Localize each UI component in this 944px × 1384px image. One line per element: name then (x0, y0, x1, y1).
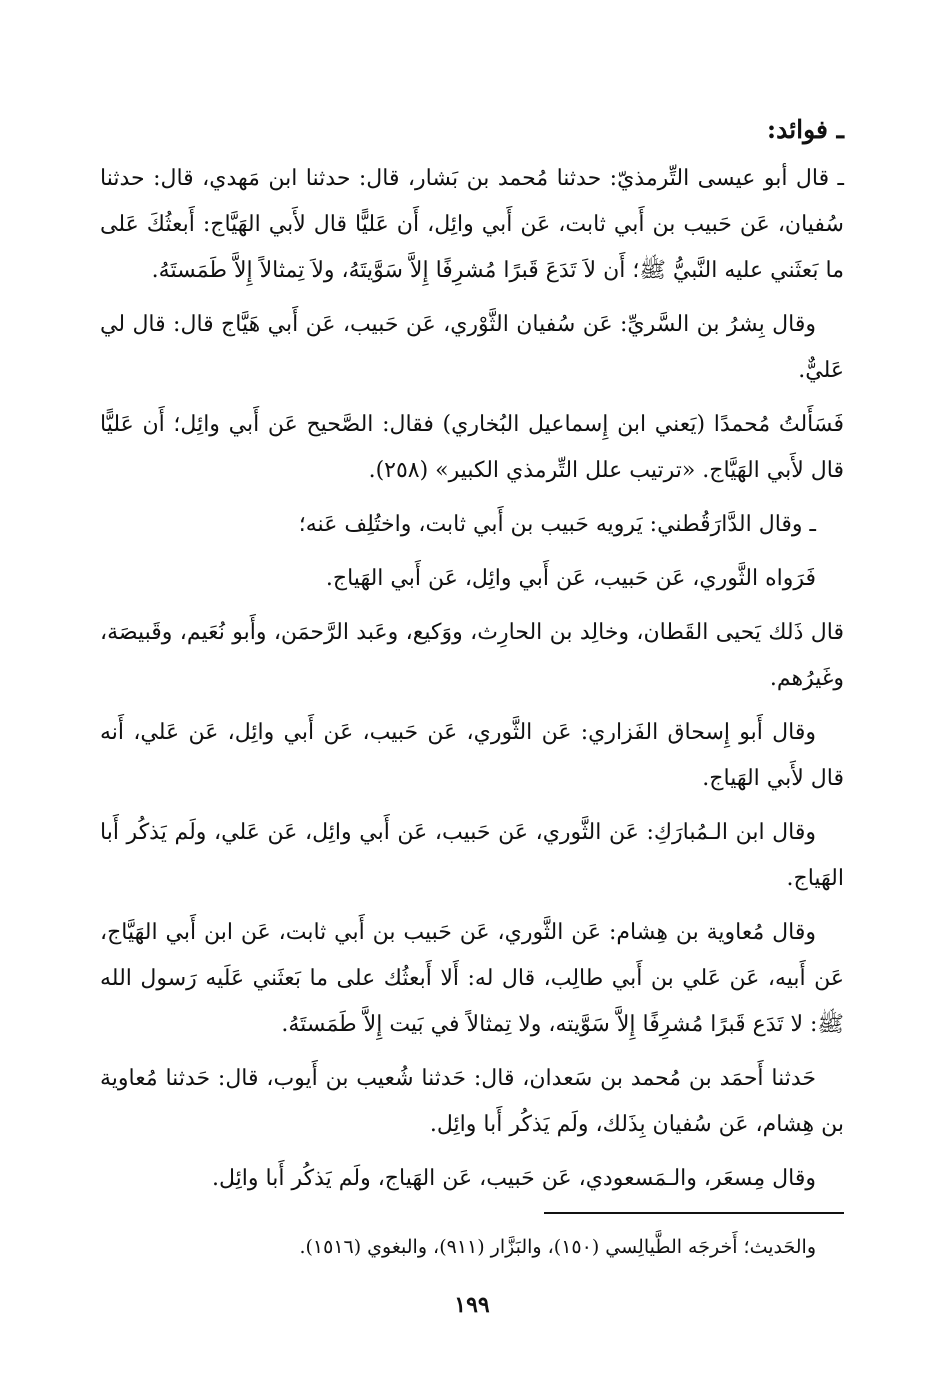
paragraph-10: حَدثنا أَحمَد بن مُحمد بن سَعدان، قال: حَدثنا شُعيب بن أَيوب، قال: حَدثنا مُعاوية بن هِشام، عَن سُفيان بِذَلك، ولَم يَذكُر أَبا وائِل. (100, 1066, 844, 1137)
footnote: والحَديث؛ أَخرجَه الطَّيالِسي (١٥٠)، والبَزَّار (٩١١)، والبغوي (١٥١٦). (299, 1236, 816, 1258)
paragraph-1: ـ قال أبو عيسى التِّرمذيّ: حدثنا مُحمد بن بَشار، قال: حدثنا ابن مَهدي، قال: حدثنا سُفيان، عَن حَبيب بن أَبي ثابت، عَن أَبي وائِل، أَن عَليًّا قال لأَبي الهَيَّاج: أَبعثُكَ عَلى ما بَعثَني عليه النَّبيُّ ﷺ؛ أَن لاَ تَدَعَ قَبرًا مُشرِفًا إِلاَّ سَوَّيتَهُ، ولاَ تِمثالاً إِلاَّ طَمَستَهُ. (100, 166, 844, 283)
paragraph-2: وقال بِشرُ بن السَّريِّ: عَن سُفيان الثَّوْري، عَن حَبيب، عَن أَبي هَيَّاج قال: قال لي عَليٌّ. (100, 312, 844, 383)
page-body (100, 110, 844, 1210)
paragraph-6: قال ذَلك يَحيى القَطان، وخالِد بن الحارِث، ووَكيع، وعَبد الرَّحمَن، وأَبو نُعَيم، وقَبيصَة، وغَيرُهم. (100, 620, 844, 691)
footnote-divider (544, 1212, 844, 1214)
paragraph-7: وقال أَبو إِسحاق الفَزاري: عَن الثَّوري، عَن حَبيب، عَن أَبي وائِل، عَن عَلي، أَنه قال لأَبي الهَياج. (100, 720, 844, 791)
paragraph-8: وقال ابن الـمُبارَكِ: عَن الثَّوري، عَن حَبيب، عَن أَبي وائِل، عَن عَلي، ولَم يَذكُر أَبا الهَياج. (100, 820, 844, 891)
section-heading: ـ فوائد: (766, 115, 844, 144)
paragraph-9: وقال مُعاوية بن هِشام: عَن الثَّوري، عَن حَبيب بن أَبي ثابت، عَن ابن أَبي الهَيَّاج، عَن أَبيه، عَن عَلي بن أَبي طالِب، قال له: أَلا أَبعثُك على ما بَعثَني عَلَيه رَسول الله ﷺ: لا تَدَع قَبرًا مُشرِفًا إِلاَّ سَوَّيته، ولا تِمثالاً في بَيت إِلاَّ طَمَستَهُ. (100, 920, 844, 1037)
paragraph-5: فَرَواه الثَّوري، عَن حَبيب، عَن أَبي وائِل، عَن أَبي الهَياج. (325, 566, 816, 591)
paragraph-4: ـ وقال الدَّارَقُطني: يَرويه حَبيب بن أَبي ثابت، واختُلِف عَنه؛ (298, 512, 816, 537)
paragraph-11: وقال مِسعَر، والـمَسعودي، عَن حَبيب، عَن الهَياج، ولَم يَذكُر أَبا وائِل. (212, 1166, 816, 1191)
paragraph-3: فَسَأَلتُ مُحمدًا (يَعني ابن إِسماعيل البُخاري) فقال: الصَّحيح عَن أَبي وائِل؛ أَن عَليًّا قال لأَبي الهَيَّاج. «ترتيب علل التِّرمذي الكبير» (٢٥٨). (100, 412, 844, 483)
page-number: ١٩٩ (454, 1292, 490, 1318)
